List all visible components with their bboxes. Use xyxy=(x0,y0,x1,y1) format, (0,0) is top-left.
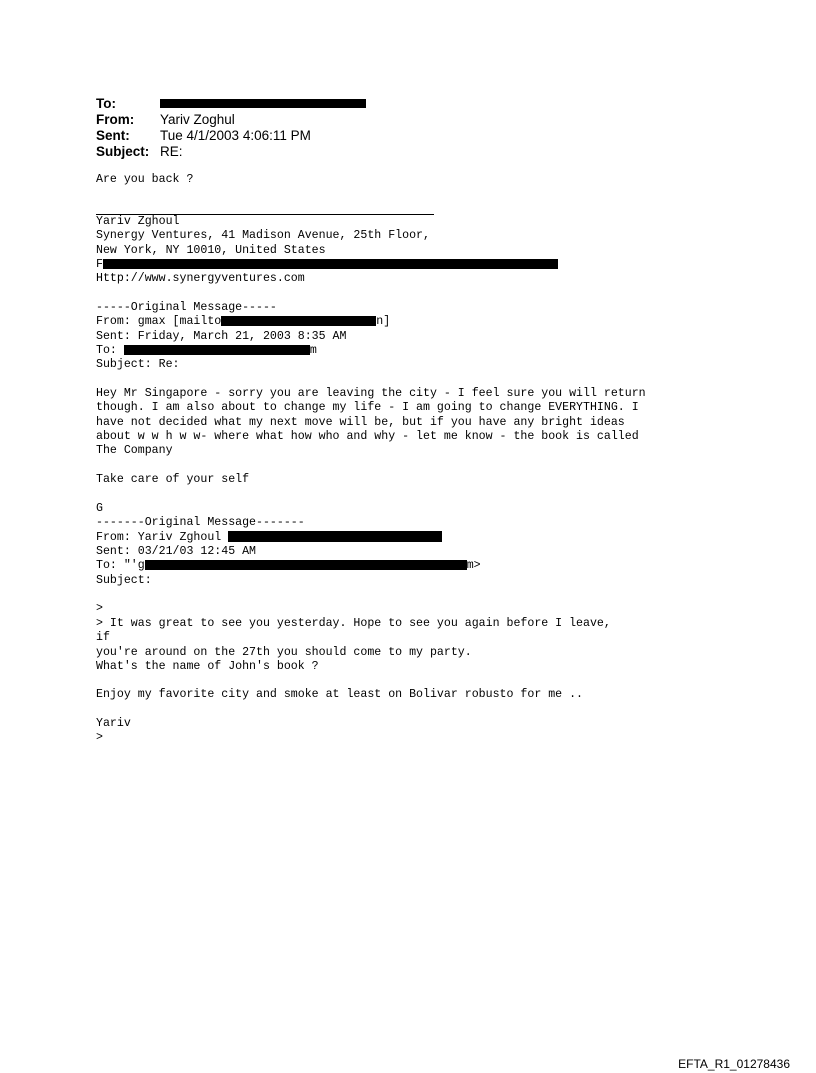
subject-label: Subject: xyxy=(96,144,150,159)
original-message-banner: -----Original Message----- xyxy=(96,301,277,314)
original-message-banner-2: -------Original Message------- xyxy=(96,516,305,529)
subject-row xyxy=(96,144,366,160)
reply-text: Are you back ? xyxy=(96,173,194,186)
orig2-quote-line-5: What's the name of John's book ? xyxy=(96,660,319,673)
phone-redaction xyxy=(103,259,558,269)
orig2-quote-line-3: if xyxy=(96,631,110,644)
orig1-to-redaction xyxy=(124,345,310,355)
orig1-sent: Sent: Friday, March 21, 2003 8:35 AM xyxy=(96,330,347,343)
signature-company: Synergy Ventures, 41 Madison Avenue, 25th Floor, xyxy=(96,229,430,242)
signature-name: Yariv Zghoul xyxy=(96,215,180,228)
orig2-from-redaction xyxy=(228,531,442,542)
orig1-para-line-2: though. I am also about to change my life - I am going to change EVERYTHING. I xyxy=(96,401,639,414)
orig2-to-text: To: "'g xyxy=(96,559,145,572)
bates-number: EFTA_R1_01278436 xyxy=(678,1057,790,1071)
from-label: From: xyxy=(96,112,135,127)
orig2-quote-line-2: > It was great to see you yesterday. Hope to see you again before I leave, xyxy=(96,617,611,630)
email-header xyxy=(96,96,366,160)
orig1-initial: G xyxy=(96,502,103,515)
orig2-to-suffix: m> xyxy=(466,559,481,572)
orig2-quote-line-4: you're around on the 27th you should come to my party. xyxy=(96,646,472,659)
orig1-from-suffix: n] xyxy=(376,315,391,328)
orig1-from-redaction xyxy=(221,316,376,326)
to-label: To: xyxy=(96,96,116,111)
orig2-end-marker: > xyxy=(96,731,103,744)
orig2-from-row xyxy=(96,531,442,545)
sent-label: Sent: xyxy=(96,128,130,143)
orig2-subject: Subject: xyxy=(96,574,152,587)
orig1-para-line-5: The Company xyxy=(96,444,173,457)
orig2-enjoy-line: Enjoy my favorite city and smoke at least on Bolivar robusto for me .. xyxy=(96,688,584,701)
sent-value: Tue 4/1/2003 4:06:11 PM xyxy=(160,128,311,143)
orig2-from-text: From: Yariv Zghoul xyxy=(96,531,229,544)
orig1-subject: Subject: Re: xyxy=(96,358,180,371)
subject-value: RE: xyxy=(160,144,183,159)
to-row xyxy=(96,96,366,112)
orig2-quote-line-1: > xyxy=(96,602,103,615)
orig2-sign: Yariv xyxy=(96,717,131,730)
to-redaction xyxy=(160,99,366,108)
orig1-closing: Take care of your self xyxy=(96,473,250,486)
orig2-sent: Sent: 03/21/03 12:45 AM xyxy=(96,545,257,558)
phone-prefix: F xyxy=(96,258,103,271)
orig1-to-suffix: m xyxy=(309,344,317,357)
sent-row xyxy=(96,128,366,144)
orig1-para-line-3: have not decided what my next move will be, but if you have any bright ideas xyxy=(96,416,625,429)
orig1-para-line-1: Hey Mr Singapore - sorry you are leaving the city - I feel sure you will return xyxy=(96,387,646,400)
orig2-to-row xyxy=(96,559,481,573)
orig1-para-line-4: about w w h w w- where what how who and why - let me know - the book is called xyxy=(96,430,639,443)
orig1-to-row xyxy=(96,344,317,358)
orig2-to-redaction xyxy=(145,560,467,570)
from-row xyxy=(96,112,366,128)
signature-phone-row xyxy=(96,258,558,272)
signature-website: Http://www.synergyventures.com xyxy=(96,272,305,285)
orig1-from-row xyxy=(96,315,390,329)
from-value: Yariv Zoghul xyxy=(160,112,235,127)
orig1-to-text: To: xyxy=(96,344,124,357)
signature-city: New York, NY 10010, United States xyxy=(96,244,326,257)
orig1-from-text: From: gmax [mailto xyxy=(96,315,222,328)
